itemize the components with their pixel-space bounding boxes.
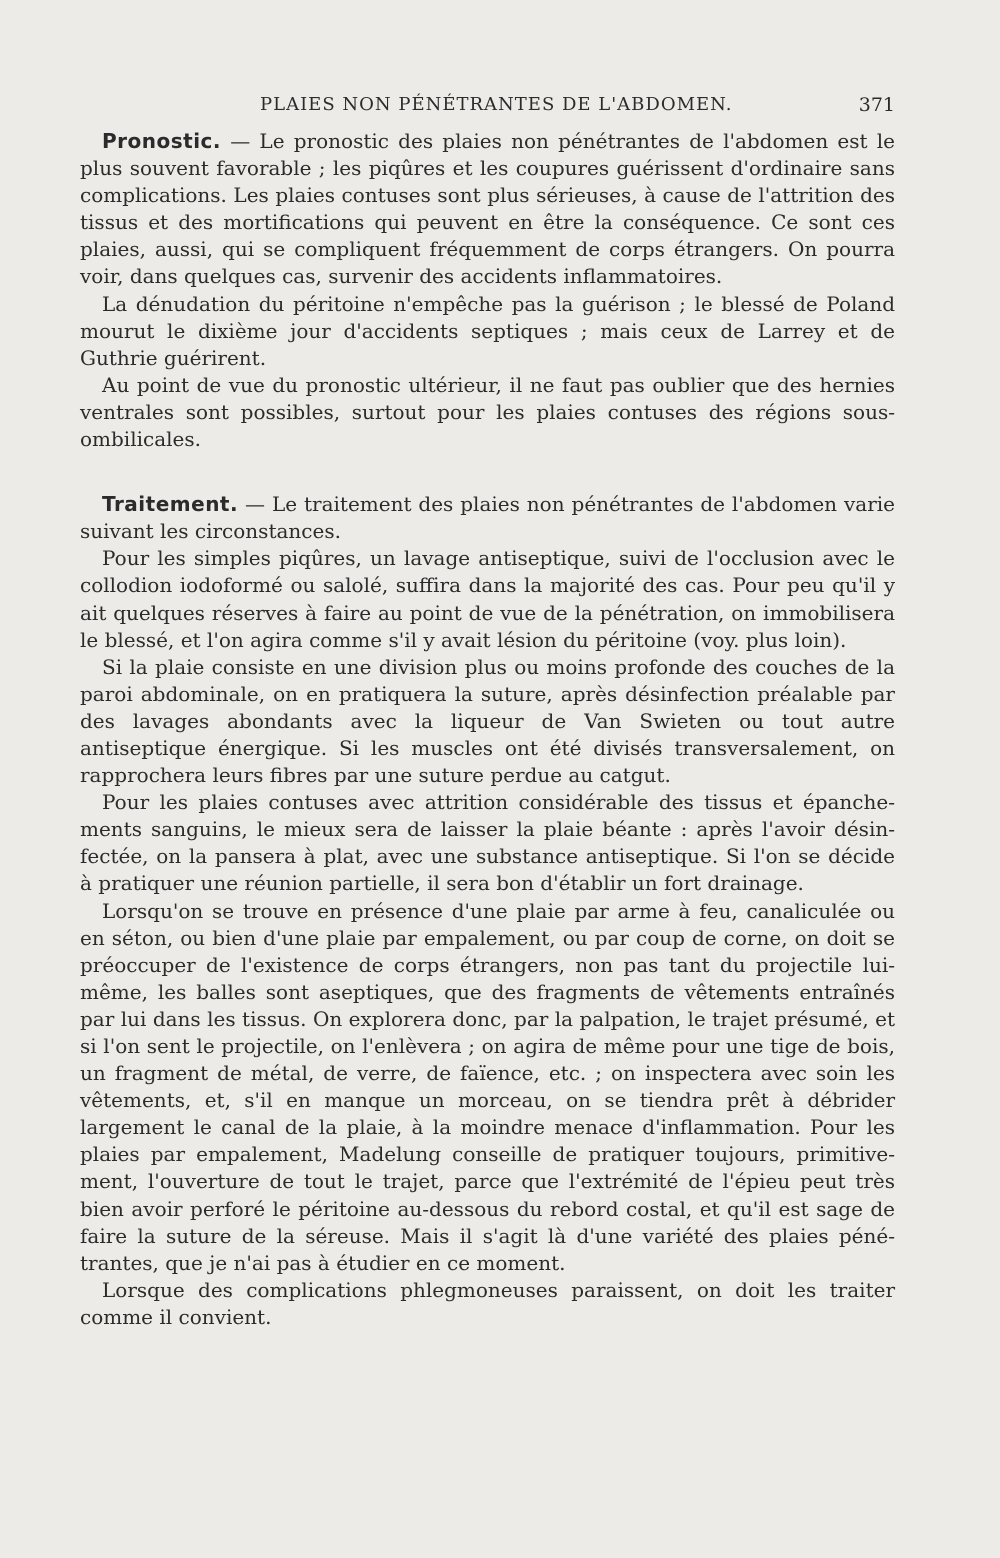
section-heading-pronostic: Pronostic. <box>102 129 222 153</box>
page-number: 371 <box>858 94 895 116</box>
paragraph: Lorsqu'on se trouve en présence d'une plaie par arme à feu, canaliculée ou en séton, ou bien d'une plaie par empalement, ou par coup de corne, on doit se préoccuper de l'existence de corps étrangers, non pas tant du projectile lui-même, les balles sont aseptiques, que des fragments de vêtements entraînés par lui dans les tissus. On explorera donc, par la palpation, le trajet présumé, et si l'on sent le projectile, on l'enlèvera ; on agira de même pour une tige de bois, un fragment de métal, de verre, de faïence, etc. ; on inspectera avec soin les vêtements, et, s'il en manque un morceau, on se tiendra prêt à débrider largement le canal de la plaie, à la moindre menace d'inflammation. Pour les plaies par empalement, Madelung conseille de pratiquer toujours, primitivement, l'ouverture de tout le trajet, parce que l'extrémité de l'épieu peut très bien avoir perforé le péritoine au-dessous du rebord costal, et qu'il est sage de faire la suture de la séreuse. Mais il s'agit là d'une variété des plaies pénétrantes, que je n'ai pas à étudier en ce moment. <box>80 898 895 1275</box>
running-title: PLAIES NON PÉNÉTRANTES DE L'ABDOMEN. <box>260 94 733 115</box>
paragraph: Pour les simples piqûres, un lavage antiseptique, suivi de l'occlusion avec le collodion iodoformé ou salolé, suffira dans la majorité des cas. Pour peu qu'il y ait quelques réserves à faire au point de vue de la pénétration, on immobilisera le blessé, et l'on agira comme s'il y avait lésion du péritoine (voy. plus loin). <box>80 546 895 652</box>
section-gap <box>80 453 895 491</box>
paragraph: Si la plaie consiste en une division plus ou moins profonde des couches de la paroi abdominale, on en pratiquera la suture, après désinfection préalable par des lavages abondants avec la liqueur de Van Swieten ou tout autre antiseptique énergique. Si les muscles ont été divisés transversalement, on rapprochera leurs fibres par une suture perdue au catgut. <box>80 654 895 788</box>
paragraph-text: — Le pronostic des plaies non pénétrantes de l'abdomen est le plus souvent favorable ; les piqûres et les coupures guérissent d'ordinaire sans complications. Les plaies contuses sont plus sérieuses, à cause de l'attrition des tissus et des mortifications qui peuvent en être la conséquence. Ce sont ces plaies, aussi, qui se compliquent fréquemment de corps étrangers. On pourra voir, dans quelques cas, survenir des accidents inflammatoires. <box>80 129 895 289</box>
section-heading-traitement: Traitement. <box>102 492 239 517</box>
paragraph-text: — Le traitement des plaies non pénétrantes de l'abdomen varie suivant les circonstances. <box>80 492 895 544</box>
paragraph: Au point de vue du pronostic ultérieur, il ne faut pas oublier que des hernies ventrales sont possibles, surtout pour les plaies contuses des régions sous-ombilicales. <box>80 372 895 452</box>
body-text <box>80 128 895 1331</box>
paragraph: Lorsque des complications phlegmoneuses paraissent, on doit les traiter comme il convient. <box>80 1277 895 1329</box>
paragraph: La dénudation du péritoine n'empêche pas la guérison ; le blessé de Poland mourut le dixième jour d'accidents septiques ; mais ceux de Larrey et de Guthrie guérirent. <box>80 291 895 370</box>
paragraph: Pour les plaies contuses avec attrition considérable des tissus et épanchements sanguins, le mieux sera de laisser la plaie béante : après l'avoir désinfectée, on la pansera à plat, avec une substance antiseptique. Si l'on se décide à pratiquer une réunion partielle, il sera bon d'établir un fort drainage. <box>80 790 895 896</box>
paragraph-pronostic-intro <box>80 128 895 291</box>
page-header <box>80 94 895 124</box>
paragraph-traitement-intro <box>80 491 895 545</box>
